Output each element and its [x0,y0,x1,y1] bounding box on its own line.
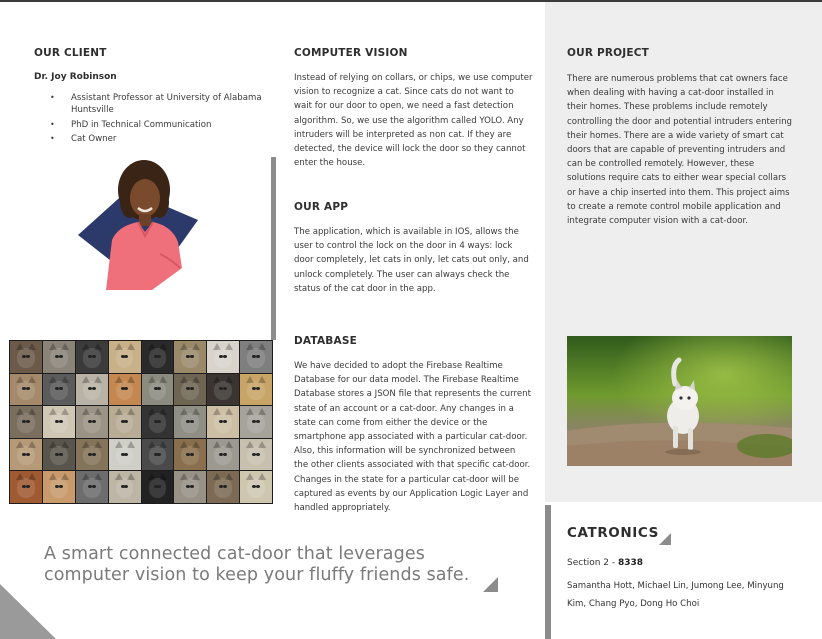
cat-face-tile [207,439,239,471]
cat-face-tile [174,406,206,438]
cat-face-tile [109,406,141,438]
cat-face-tile [142,406,174,438]
cat-face-tile [10,471,42,503]
cat-face-tile [43,406,75,438]
cat-face-tile [76,406,108,438]
cat-face-tile [109,439,141,471]
cat-face-tile [142,439,174,471]
cat-face-tile [10,439,42,471]
cat-face-tile [207,406,239,438]
project-heading: OUR PROJECT [567,47,650,59]
vision-text: Instead of relying on collars, or chips, we use computer vision to recognize a cat. Since cats do not want to wait for our door to open, we need a fast detection algorithm. So, we use the algorithm called YOLO. Any intruders will be interpreted as non cat. If they are detected, the device will lock the door so they cannot enter the house. [294,73,533,169]
cat-face-tile [10,374,42,406]
cat-face-tile [43,471,75,503]
cat-face-tile [142,471,174,503]
cat-face-tile [207,341,239,373]
cat-face-tile [240,374,272,406]
client-heading: OUR CLIENT [34,47,107,59]
team-accent-bar [545,505,551,639]
client-bullet: • PhD in Technical Communication [50,119,265,131]
section-label: Section 2 - [567,558,618,568]
cat-face-tile [207,471,239,503]
cat-face-tile [76,374,108,406]
client-name: Dr. Joy Robinson [34,72,117,82]
cat-face-tile [207,374,239,406]
cat-face-tile [76,471,108,503]
kitten-walking-photo [567,336,792,466]
cat-face-tile [43,341,75,373]
divider-bar [271,157,276,340]
cat-face-tile [240,341,272,373]
cat-face-tile [109,341,141,373]
cat-face-tile [43,439,75,471]
client-portrait [68,150,218,300]
cat-face-tile [174,341,206,373]
team-name: CATRONICS [567,525,659,541]
cat-face-tile [109,471,141,503]
cat-face-tile [10,406,42,438]
tagline-corner-mark [483,577,498,592]
cat-face-tile [76,341,108,373]
database-heading: DATABASE [294,335,357,347]
app-text: The application, which is available in IOS, allows the user to control the lock on the door in 4 ways: lock door completely, let cats in only, let cats out only, and unlock completely. The user can always check the status of the cat door in the app. [294,227,529,294]
team-corner-mark [659,533,671,545]
client-bullet: • Cat Owner [50,133,265,145]
app-heading: OUR APP [294,201,349,213]
cat-face-tile [240,471,272,503]
database-text: We have decided to adopt the Firebase Realtime Database for our data model. The Firebase Realtime Database stores a JSON file that represents the current state of an account or a cat-door. Any changes in a state can come from either the device or the smartphone app associated with a particular cat-door. Also, this information will be synchronized between the other clients associated with that specific cat-door. Changes in the state for a particular cat-door will be captured as events by our Application Logic Layer and handled appropriately. [294,361,531,514]
cat-face-tile [174,439,206,471]
cat-face-tile [142,341,174,373]
tagline: A smart connected cat-door that leverages computer vision to keep your fluffy friends safe. [44,544,470,585]
section-number: 8338 [618,558,644,568]
section-line [567,558,643,568]
cat-face-tile [240,406,272,438]
cat-face-tile [240,439,272,471]
cat-face-tile [10,341,42,373]
team-panel [545,502,822,639]
cat-face-tile [76,439,108,471]
client-bullet: • Assistant Professor at University of Alabama Huntsville [50,92,265,117]
page-corner-mark [0,584,56,639]
cat-face-collage [9,340,273,504]
cat-face-tile [142,374,174,406]
cat-face-tile [174,471,206,503]
project-text: There are numerous problems that cat owners face when dealing with having a cat-door installed in their homes. These problems include remotely controlling the door and potential intruders entering their homes. There are a wide variety of smart cat doors that are capable of preventing intruders and can be controlled remotely. However, these solutions require cats to either wear special collars or have a chip inserted into them. This project aims to create a remote control mobile application and integrate computer vision with a cat-door. [567,74,793,227]
cat-face-tile [43,374,75,406]
cat-face-tile [109,374,141,406]
cat-face-tile [174,374,206,406]
team-members: Samantha Hott, Michael Lin, Jumong Lee, Minyung Kim, Chang Pyo, Dong Ho Choi [567,581,784,609]
client-bullet-list [50,92,265,148]
vision-heading: COMPUTER VISION [294,47,408,59]
